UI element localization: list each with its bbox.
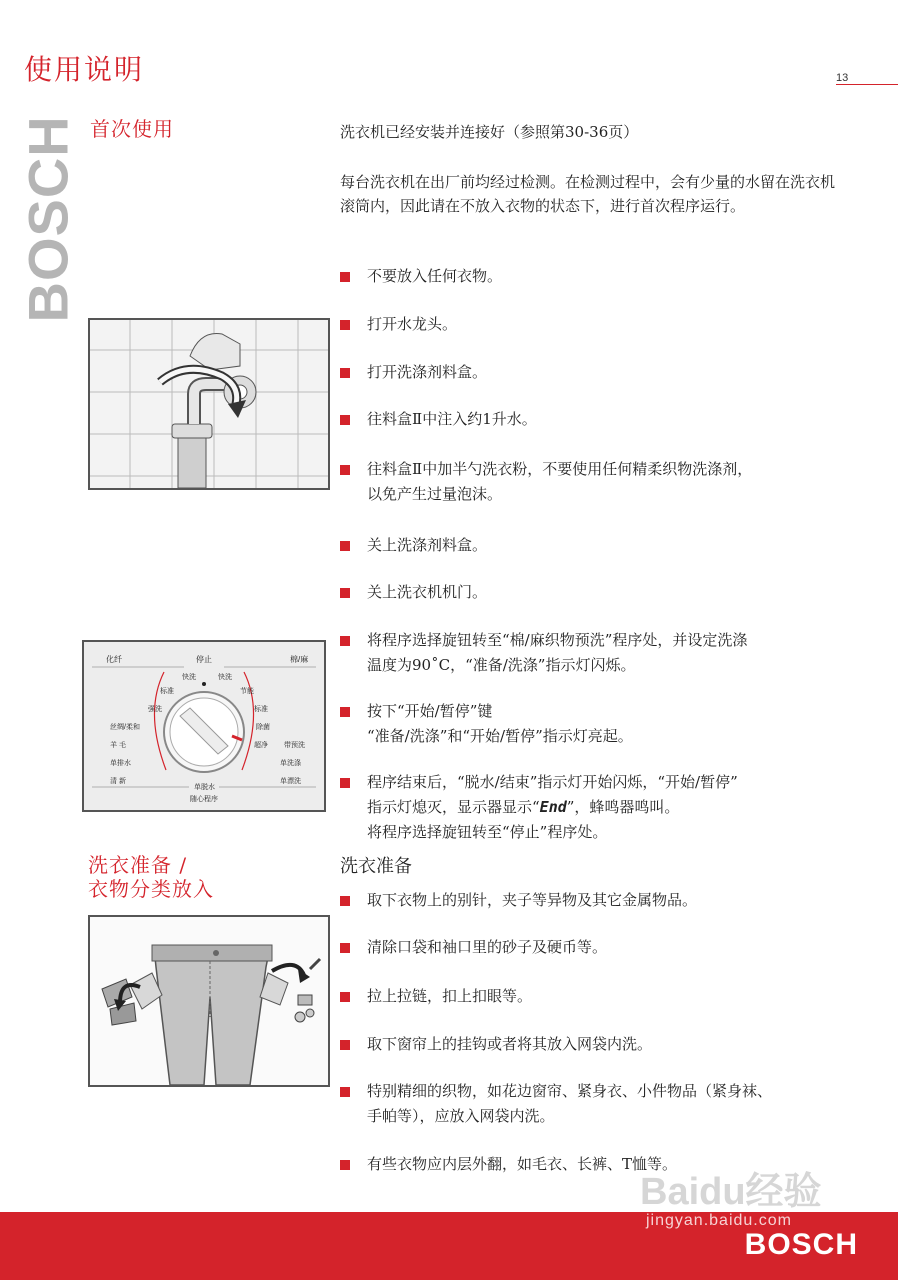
bullet-square-icon — [340, 1087, 350, 1097]
list-item: 清除口袋和袖口里的砂子及硬币等。 — [340, 935, 860, 960]
intro-paragraph-2: 每台洗衣机在出厂前均经过检测。在检测过程中，会有少量的水留在洗衣机滚筒内，因此请在不放入衣物的状态下，进行首次程序运行。 — [340, 173, 836, 215]
bullet-square-icon — [340, 541, 350, 551]
panel-label: 随心程序 — [190, 796, 218, 803]
bullet-square-icon — [340, 415, 350, 425]
panel-label: 棉/麻 — [290, 655, 309, 664]
list-item: 程序结束后，“脱水/结束”指示灯开始闪烁，“开始/暂停” 指示灯熄灭，显示器显示“End”，蜂鸣器鸣叫。 将程序选择旋钮转至“停止”程序处。 — [340, 770, 860, 845]
bullet-square-icon — [340, 1160, 350, 1170]
bullet-square-icon — [340, 465, 350, 475]
bullet-square-icon — [340, 707, 350, 717]
list-item: 取下衣物上的别针，夹子等异物及其它金属物品。 — [340, 888, 860, 913]
header-rule — [836, 84, 898, 85]
panel-label: 停止 — [196, 655, 212, 664]
panel-label: 快洗 — [218, 674, 232, 681]
list-item: 特别精细的织物，如花边窗帘、紧身衣、小件物品（紧身袜、 手帕等），应放入网袋内洗。 — [340, 1079, 860, 1129]
section-title-prep-line1: 洗衣准备 / — [88, 853, 188, 877]
list-item: 关上洗涤剂料盒。 — [340, 533, 860, 558]
panel-label: 单脱水 — [194, 784, 215, 791]
bullet-square-icon — [340, 636, 350, 646]
footer-brand-logo: BOSCH — [744, 1228, 858, 1261]
bullet-square-icon — [340, 992, 350, 1002]
bullet-square-icon — [340, 943, 350, 953]
control-panel-illustration — [82, 640, 326, 812]
panel-label: 快洗 — [182, 674, 196, 681]
bullet-square-icon — [340, 778, 350, 788]
list-item: 拉上拉链，扣上扣眼等。 — [340, 984, 860, 1009]
bullet-square-icon — [340, 1040, 350, 1050]
bullet-square-icon — [340, 320, 350, 330]
panel-label: 强洗 — [148, 706, 162, 713]
list-item: 有些衣物应内层外翻，如毛衣、长裤、T恤等。 — [340, 1152, 860, 1177]
panel-label: 超净 — [254, 742, 268, 749]
panel-label: 单排水 — [110, 760, 131, 767]
panel-label: 羊 毛 — [110, 742, 126, 749]
bullet-square-icon — [340, 896, 350, 906]
display-end-text: End — [539, 798, 567, 816]
list-item: 打开洗涤剂料盒。 — [340, 360, 860, 385]
panel-label: 标准 — [254, 706, 268, 713]
faucet-illustration — [88, 318, 330, 490]
page-number: 13 — [836, 72, 849, 84]
section-title-prep-line2: 衣物分类放入 — [88, 877, 214, 901]
page-title: 使用说明 — [24, 53, 145, 86]
list-item: 往料盒Ⅱ中加半勺洗衣粉，不要使用任何精柔织物洗涤剂， 以免产生过量泡沫。 — [340, 457, 860, 507]
bullet-square-icon — [340, 588, 350, 598]
list-item: 取下窗帘上的挂钩或者将其放入网袋内洗。 — [340, 1032, 860, 1057]
watermark-logo: Baidu经验 — [640, 1171, 822, 1213]
list-item: 关上洗衣机机门。 — [340, 580, 860, 605]
brand-vertical-logo: BOSCH — [16, 115, 80, 323]
panel-label: 单洗涤 — [280, 760, 301, 767]
watermark-url: jingyan.baidu.com — [646, 1212, 792, 1229]
section-title-first-use: 首次使用 — [90, 117, 174, 141]
panel-label: 除菌 — [256, 724, 270, 731]
list-item: 按下“开始/暂停”键 “准备/洗涤”和“开始/暂停”指示灯亮起。 — [340, 699, 860, 749]
panel-label: 丝绸/柔和 — [110, 724, 140, 731]
list-item: 不要放入任何衣物。 — [340, 264, 860, 289]
list-item: 打开水龙头。 — [340, 312, 860, 337]
faucet-icon — [90, 320, 328, 488]
list-item: 往料盒Ⅱ中注入约1升水。 — [340, 407, 860, 432]
trousers-illustration — [88, 915, 330, 1087]
panel-label: 化纤 — [106, 655, 122, 664]
list-item: 将程序选择旋钮转至“棉/麻织物预洗”程序处，并设定洗涤 温度为90˚C，“准备/洗涤”指示灯闪烁。 — [340, 628, 860, 678]
panel-label: 标准 — [160, 688, 174, 695]
trousers-icon — [90, 917, 328, 1085]
panel-label: 单漂洗 — [280, 778, 301, 785]
intro-paragraph-1: 洗衣机已经安装并连接好（参照第30-36页） — [340, 123, 639, 141]
panel-label: 带预洗 — [284, 742, 305, 749]
bullet-square-icon — [340, 272, 350, 282]
section-subtitle: 洗衣准备 — [340, 856, 412, 877]
panel-label: 节能 — [240, 688, 254, 695]
panel-label: 清 新 — [110, 778, 126, 785]
bullet-square-icon — [340, 368, 350, 378]
